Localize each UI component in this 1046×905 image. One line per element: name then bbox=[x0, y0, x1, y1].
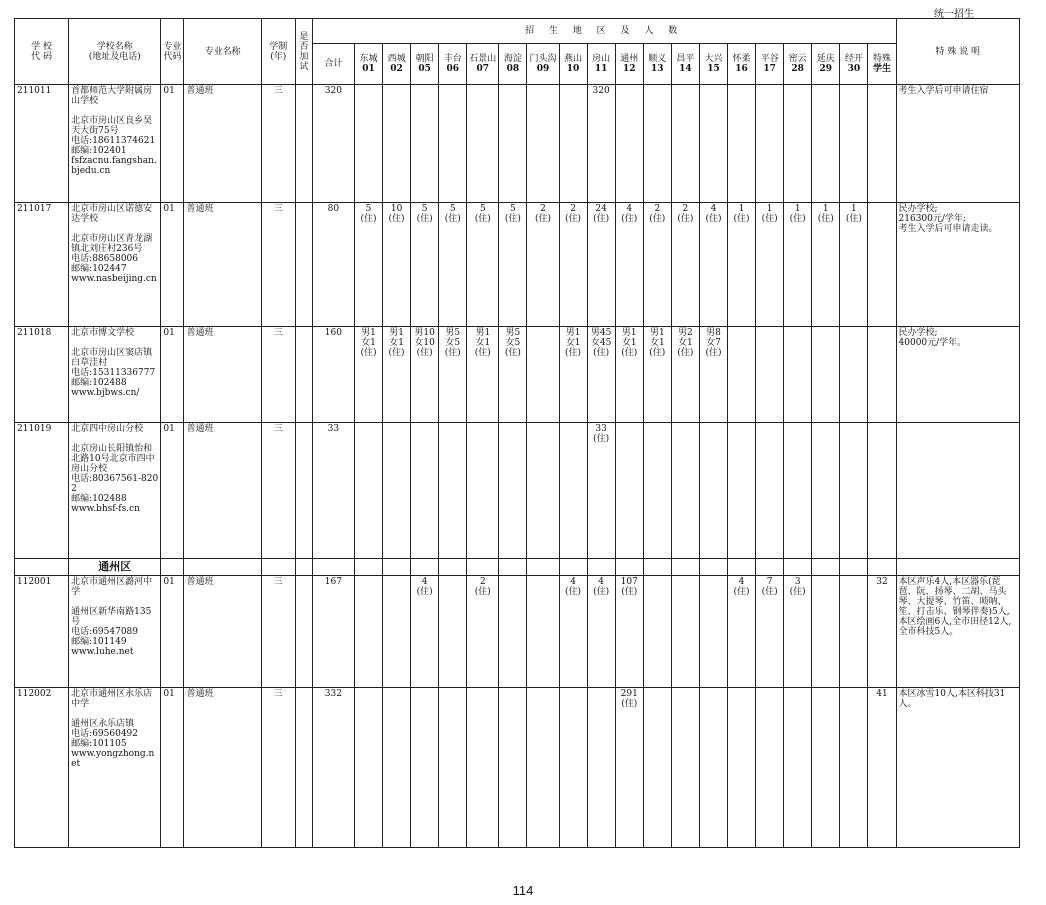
district-count: 1 (住) bbox=[728, 203, 756, 327]
region-row bbox=[15, 559, 1020, 576]
school-name-address: 首都师范大学附属房山学校 北京市房山区良乡昊天大街75号 电话:18611374621 邮编:102401 fsfzacnu.fangshan.bjedu.cn bbox=[69, 85, 161, 203]
district-name: 密云 bbox=[788, 54, 807, 64]
table-row bbox=[15, 327, 1020, 423]
special-note: 民办学校; 216300元/学年; 考生入学后可申请走读。 bbox=[896, 203, 1019, 327]
district-count bbox=[499, 423, 527, 559]
special-label: 特殊 bbox=[872, 54, 891, 64]
region-empty bbox=[615, 559, 643, 576]
district-count bbox=[383, 85, 411, 203]
district-count bbox=[699, 423, 727, 559]
header-total: 合计 bbox=[312, 44, 354, 85]
header-extra-test: 是否加试 bbox=[295, 19, 312, 85]
district-code: 13 bbox=[651, 64, 664, 74]
district-count: 4 (住) bbox=[587, 576, 615, 688]
header-district-4 bbox=[467, 44, 499, 85]
school-code: 112002 bbox=[15, 688, 69, 848]
district-code: 28 bbox=[791, 64, 804, 74]
region-empty bbox=[184, 559, 261, 576]
header-district-15 bbox=[784, 44, 812, 85]
extra-test bbox=[295, 688, 312, 848]
district-code: 05 bbox=[418, 64, 431, 74]
total-count: 33 bbox=[312, 423, 354, 559]
school-code: 211017 bbox=[15, 203, 69, 327]
district-count: 男1 女1 (住) bbox=[615, 327, 643, 423]
district-count: 5 (住) bbox=[467, 203, 499, 327]
district-count bbox=[756, 327, 784, 423]
total-count: 167 bbox=[312, 576, 354, 688]
district-count bbox=[439, 688, 467, 848]
district-count bbox=[467, 688, 499, 848]
region-empty bbox=[699, 559, 727, 576]
district-count bbox=[411, 688, 439, 848]
special-note: 民办学校; 40000元/学年。 bbox=[896, 327, 1019, 423]
district-count bbox=[840, 327, 868, 423]
district-count bbox=[756, 85, 784, 203]
district-name: 朝阳 bbox=[415, 54, 434, 64]
district-count: 4 (住) bbox=[559, 576, 587, 688]
district-code: 14 bbox=[679, 64, 692, 74]
region-empty bbox=[527, 559, 559, 576]
district-count: 107 (住) bbox=[615, 576, 643, 688]
header-district-17 bbox=[840, 44, 868, 85]
district-count: 24 (住) bbox=[587, 203, 615, 327]
table-row bbox=[15, 85, 1020, 203]
district-name: 延庆 bbox=[816, 54, 835, 64]
district-count bbox=[784, 327, 812, 423]
region-empty bbox=[896, 559, 1019, 576]
district-count bbox=[383, 576, 411, 688]
district-count bbox=[812, 85, 840, 203]
header-district-11 bbox=[671, 44, 699, 85]
region-empty bbox=[587, 559, 615, 576]
district-count bbox=[615, 423, 643, 559]
header-school-name: 学校名称 (地址及电话) bbox=[69, 19, 161, 85]
major-code: 01 bbox=[161, 85, 184, 203]
region-empty bbox=[812, 559, 840, 576]
district-count: 2 (住) bbox=[527, 203, 559, 327]
header-district-12 bbox=[699, 44, 727, 85]
district-code: 12 bbox=[622, 64, 636, 74]
region-empty bbox=[312, 559, 354, 576]
district-count bbox=[499, 85, 527, 203]
district-count bbox=[728, 688, 756, 848]
district-code: 15 bbox=[707, 64, 720, 74]
special-count bbox=[868, 85, 896, 203]
district-count bbox=[699, 85, 727, 203]
district-count bbox=[840, 85, 868, 203]
region-empty bbox=[439, 559, 467, 576]
district-count bbox=[527, 423, 559, 559]
special-count: 41 bbox=[868, 688, 896, 848]
special-note: 考生入学后可申请住宿 bbox=[896, 85, 1019, 203]
region-empty bbox=[728, 559, 756, 576]
district-count: 2 (住) bbox=[467, 576, 499, 688]
district-count bbox=[840, 576, 868, 688]
district-count bbox=[499, 576, 527, 688]
total-count: 160 bbox=[312, 327, 354, 423]
school-name-address: 北京市通州区永乐店中学 通州区永乐店镇 电话:69560492 邮编:101105 www.yongzhong.net bbox=[69, 688, 161, 848]
district-count: 1 (住) bbox=[784, 203, 812, 327]
region-empty bbox=[559, 559, 587, 576]
district-count: 男5 女5 (住) bbox=[499, 327, 527, 423]
header-district-16 bbox=[812, 44, 840, 85]
major-name: 普通班 bbox=[184, 688, 261, 848]
district-count bbox=[784, 688, 812, 848]
district-name: 昌平 bbox=[676, 54, 695, 64]
region-empty bbox=[354, 559, 382, 576]
major-code: 01 bbox=[161, 688, 184, 848]
major-code: 01 bbox=[161, 327, 184, 423]
table-row bbox=[15, 576, 1020, 688]
district-name: 丰台 bbox=[443, 54, 462, 64]
district-count bbox=[527, 576, 559, 688]
district-name: 经开 bbox=[844, 54, 863, 64]
district-count bbox=[728, 85, 756, 203]
district-count bbox=[411, 423, 439, 559]
district-count: 男45 女45 (住) bbox=[587, 327, 615, 423]
district-count bbox=[354, 688, 382, 848]
district-count: 33 (住) bbox=[587, 423, 615, 559]
major-name: 普通班 bbox=[184, 85, 261, 203]
major-name: 普通班 bbox=[184, 203, 261, 327]
district-count bbox=[383, 688, 411, 848]
special-count bbox=[868, 203, 896, 327]
district-code: 02 bbox=[390, 64, 403, 74]
school-code: 211019 bbox=[15, 423, 69, 559]
header-district-8 bbox=[587, 44, 615, 85]
district-count bbox=[756, 688, 784, 848]
school-name-address: 北京市通州区潞河中学 通州区新华南路135号 电话:69547089 邮编:101149 www.luhe.net bbox=[69, 576, 161, 688]
region-name: 通州区 bbox=[69, 559, 161, 576]
district-count bbox=[643, 576, 671, 688]
school-code: 112001 bbox=[15, 576, 69, 688]
district-count: 男1 女1 (住) bbox=[559, 327, 587, 423]
major-code: 01 bbox=[161, 423, 184, 559]
header-district-1 bbox=[383, 44, 411, 85]
district-name: 石景山 bbox=[469, 54, 497, 64]
district-count: 1 (住) bbox=[840, 203, 868, 327]
district-code: 10 bbox=[566, 64, 580, 74]
district-count bbox=[671, 85, 699, 203]
district-count: 1 (住) bbox=[812, 203, 840, 327]
admissions-table bbox=[14, 18, 1020, 848]
district-count bbox=[728, 327, 756, 423]
header-school-code: 学 校 代 码 bbox=[15, 19, 69, 85]
district-count bbox=[671, 576, 699, 688]
district-count bbox=[812, 688, 840, 848]
duration: 三 bbox=[261, 203, 295, 327]
district-name: 大兴 bbox=[704, 54, 723, 64]
region-empty bbox=[784, 559, 812, 576]
header-region-group: 招 生 地 区 及 人 数 bbox=[312, 19, 896, 44]
region-empty bbox=[161, 559, 184, 576]
header-special-students bbox=[868, 44, 896, 85]
district-count bbox=[699, 688, 727, 848]
district-count: 4 (住) bbox=[728, 576, 756, 688]
district-count bbox=[559, 85, 587, 203]
extra-test bbox=[295, 203, 312, 327]
district-name: 东城 bbox=[359, 54, 378, 64]
total-count: 332 bbox=[312, 688, 354, 848]
district-code: 11 bbox=[594, 64, 608, 74]
extra-test bbox=[295, 327, 312, 423]
district-count bbox=[527, 85, 559, 203]
special-note bbox=[896, 423, 1019, 559]
major-name: 普通班 bbox=[184, 576, 261, 688]
region-empty bbox=[840, 559, 868, 576]
special-note: 本区冰雪10人,本区科技31人。 bbox=[896, 688, 1019, 848]
district-count bbox=[840, 688, 868, 848]
district-count bbox=[643, 688, 671, 848]
header-district-7 bbox=[559, 44, 587, 85]
district-count: 4 (住) bbox=[615, 203, 643, 327]
district-count bbox=[527, 327, 559, 423]
district-code: 17 bbox=[763, 64, 776, 74]
school-name-address: 北京市房山区诺德安达学校 北京市房山区青龙湖镇北刘庄村236号 电话:88658006 邮编:102447 www.nasbeijing.cn bbox=[69, 203, 161, 327]
district-count bbox=[411, 85, 439, 203]
district-count: 7 (住) bbox=[756, 576, 784, 688]
major-name: 普通班 bbox=[184, 423, 261, 559]
header-notes: 特 殊 说 明 bbox=[896, 19, 1019, 85]
district-count bbox=[383, 423, 411, 559]
district-count: 男1 女1 (住) bbox=[467, 327, 499, 423]
district-code: 29 bbox=[819, 64, 833, 74]
region-empty bbox=[756, 559, 784, 576]
special-count bbox=[868, 423, 896, 559]
district-code: 01 bbox=[362, 64, 375, 74]
district-count bbox=[643, 85, 671, 203]
district-count: 男1 女1 (住) bbox=[354, 327, 382, 423]
district-count: 5 (住) bbox=[439, 203, 467, 327]
duration: 三 bbox=[261, 423, 295, 559]
district-name: 顺义 bbox=[648, 54, 667, 64]
district-count bbox=[812, 423, 840, 559]
special-note: 本区声乐4人,本区器乐(琵琶、阮、扬琴、二胡、马头琴、大提琴、竹笛、唢呐、笙、打击乐、钢琴伴奏)5人,本区绘画6人,全市田径12人,全市科技5人。 bbox=[896, 576, 1019, 688]
district-count bbox=[840, 423, 868, 559]
district-count bbox=[499, 688, 527, 848]
district-count bbox=[587, 688, 615, 848]
school-code: 211011 bbox=[15, 85, 69, 203]
region-empty bbox=[383, 559, 411, 576]
district-code: 16 bbox=[735, 64, 748, 74]
district-count: 男8 女7 (住) bbox=[699, 327, 727, 423]
school-name-address: 北京四中房山分校 北京房山长阳镇怡和北路10号北京市四中房山分校 电话:80367561-8202 邮编:102488 www.bhsf-fs.cn bbox=[69, 423, 161, 559]
district-count: 2 (住) bbox=[643, 203, 671, 327]
district-count: 4 (住) bbox=[699, 203, 727, 327]
district-count bbox=[467, 85, 499, 203]
special-count bbox=[868, 327, 896, 423]
district-name: 平谷 bbox=[760, 54, 779, 64]
district-count: 5 (住) bbox=[411, 203, 439, 327]
district-count bbox=[354, 85, 382, 203]
district-count: 男10 女10 (住) bbox=[411, 327, 439, 423]
table-row bbox=[15, 423, 1020, 559]
header-district-6 bbox=[527, 44, 559, 85]
header-district-3 bbox=[439, 44, 467, 85]
header-district-5 bbox=[499, 44, 527, 85]
school-name-address: 北京市博文学校 北京市房山区窦店镇白草洼村 电话:15311336777 邮编:102488 www.bjbws.cn/ bbox=[69, 327, 161, 423]
district-count: 320 bbox=[587, 85, 615, 203]
duration: 三 bbox=[261, 327, 295, 423]
district-count: 男1 女1 (住) bbox=[383, 327, 411, 423]
district-name: 门头沟 bbox=[529, 54, 557, 64]
table-row bbox=[15, 688, 1020, 848]
extra-test bbox=[295, 85, 312, 203]
district-count: 5 (住) bbox=[354, 203, 382, 327]
region-empty bbox=[643, 559, 671, 576]
district-count bbox=[812, 576, 840, 688]
header-major-code: 专业代码 bbox=[161, 19, 184, 85]
district-count: 3 (住) bbox=[784, 576, 812, 688]
major-code: 01 bbox=[161, 576, 184, 688]
region-empty bbox=[467, 559, 499, 576]
district-code: 07 bbox=[476, 64, 490, 74]
district-name: 房山 bbox=[592, 54, 611, 64]
district-count bbox=[354, 423, 382, 559]
duration: 三 bbox=[261, 576, 295, 688]
district-count bbox=[643, 423, 671, 559]
district-code: 09 bbox=[536, 64, 550, 74]
district-code: 30 bbox=[847, 64, 861, 74]
district-count bbox=[699, 576, 727, 688]
district-count bbox=[439, 423, 467, 559]
extra-test bbox=[295, 423, 312, 559]
district-count bbox=[527, 688, 559, 848]
district-name: 西城 bbox=[387, 54, 406, 64]
school-code: 211018 bbox=[15, 327, 69, 423]
extra-test bbox=[295, 576, 312, 688]
region-empty bbox=[15, 559, 69, 576]
district-count: 男2 女1 (住) bbox=[671, 327, 699, 423]
district-count: 2 (住) bbox=[559, 203, 587, 327]
duration: 三 bbox=[261, 688, 295, 848]
region-empty bbox=[868, 559, 896, 576]
header-duration: 学制 (年) bbox=[261, 19, 295, 85]
total-count: 80 bbox=[312, 203, 354, 327]
special-label-2: 学生 bbox=[872, 64, 891, 74]
district-count: 291 (住) bbox=[615, 688, 643, 848]
total-count: 320 bbox=[312, 85, 354, 203]
district-count bbox=[559, 688, 587, 848]
district-name: 怀柔 bbox=[732, 54, 751, 64]
district-code: 06 bbox=[446, 64, 459, 74]
district-code: 08 bbox=[506, 64, 520, 74]
top-note: 统一招生 bbox=[934, 9, 974, 20]
district-count bbox=[615, 85, 643, 203]
duration: 三 bbox=[261, 85, 295, 203]
major-name: 普通班 bbox=[184, 327, 261, 423]
district-name: 燕山 bbox=[564, 54, 583, 64]
header-district-9 bbox=[615, 44, 643, 85]
district-name: 通州 bbox=[620, 54, 639, 64]
district-count bbox=[671, 423, 699, 559]
district-count bbox=[439, 576, 467, 688]
district-count bbox=[812, 327, 840, 423]
district-count: 10 (住) bbox=[383, 203, 411, 327]
district-count bbox=[439, 85, 467, 203]
header-district-14 bbox=[756, 44, 784, 85]
table-row bbox=[15, 203, 1020, 327]
district-count: 男1 女1 (住) bbox=[643, 327, 671, 423]
header-major-name: 专业名称 bbox=[184, 19, 261, 85]
district-count: 1 (住) bbox=[756, 203, 784, 327]
page-number: 114 bbox=[512, 883, 534, 898]
header-district-10 bbox=[643, 44, 671, 85]
header-district-0 bbox=[354, 44, 382, 85]
district-count: 男5 女5 (住) bbox=[439, 327, 467, 423]
district-count bbox=[784, 423, 812, 559]
major-code: 01 bbox=[161, 203, 184, 327]
region-empty bbox=[671, 559, 699, 576]
district-count bbox=[467, 423, 499, 559]
header-district-2 bbox=[411, 44, 439, 85]
region-empty bbox=[499, 559, 527, 576]
district-count bbox=[728, 423, 756, 559]
region-empty bbox=[295, 559, 312, 576]
district-name: 海淀 bbox=[503, 54, 522, 64]
district-count: 5 (住) bbox=[499, 203, 527, 327]
special-count: 32 bbox=[868, 576, 896, 688]
district-count bbox=[354, 576, 382, 688]
region-empty bbox=[411, 559, 439, 576]
district-count: 2 (住) bbox=[671, 203, 699, 327]
region-empty bbox=[261, 559, 295, 576]
district-count bbox=[784, 85, 812, 203]
district-count: 4 (住) bbox=[411, 576, 439, 688]
header-district-13 bbox=[728, 44, 756, 85]
district-count bbox=[756, 423, 784, 559]
district-count bbox=[671, 688, 699, 848]
district-count bbox=[559, 423, 587, 559]
